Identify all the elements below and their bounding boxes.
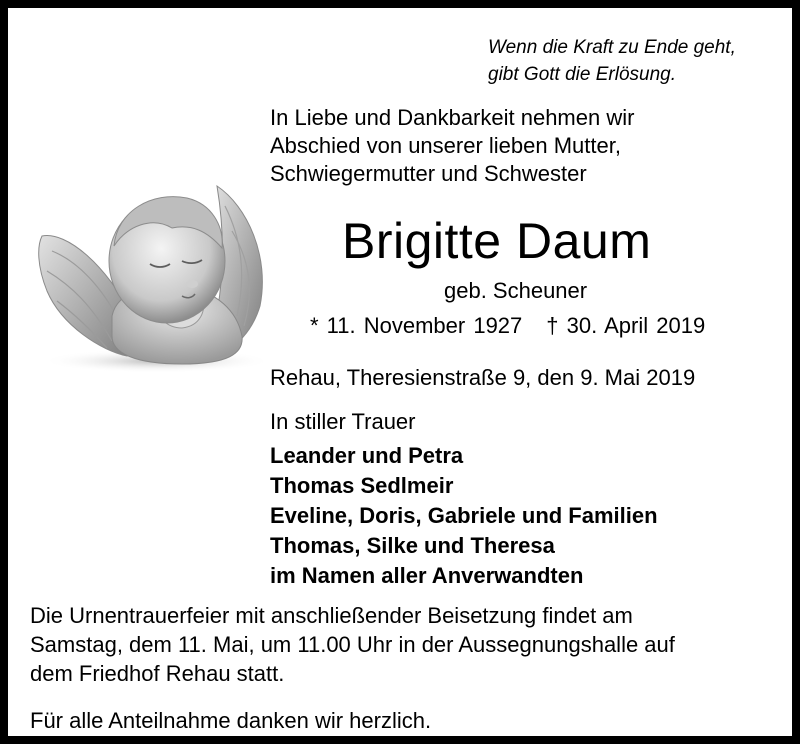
intro-line: Schwiegermutter und Schwester — [270, 161, 587, 186]
motto-quote — [488, 34, 736, 88]
ceremony-info — [30, 601, 675, 688]
deceased-name: Brigitte Daum — [342, 213, 652, 269]
mourners-list — [270, 441, 658, 591]
place-and-date: Rehau, Theresienstraße 9, den 9. Mai 2019 — [270, 365, 696, 390]
intro-text — [270, 104, 634, 188]
motto-line: Wenn die Kraft zu Ende geht, — [488, 37, 736, 58]
ceremony-line: dem Friedhof Rehau statt. — [30, 661, 285, 686]
ceremony-line: Die Urnentrauerfeier mit anschließender Beisetzung findet am — [30, 603, 633, 628]
life-dates — [310, 313, 705, 339]
angel-statue-image — [32, 176, 272, 376]
birth-date: * 11. November 1927 — [310, 313, 523, 338]
maiden-name: geb. Scheuner — [444, 278, 588, 303]
mourner-line: im Namen aller Anverwandten — [270, 563, 584, 588]
mourner-line: Eveline, Doris, Gabriele und Familien — [270, 503, 658, 528]
death-date: † 30. April 2019 — [546, 313, 706, 338]
intro-line: In Liebe und Dankbarkeit nehmen wir — [270, 105, 635, 130]
intro-line: Abschied von unserer lieben Mutter, — [270, 133, 621, 158]
mourner-line: Thomas Sedlmeir — [270, 473, 454, 498]
mourner-line: Thomas, Silke und Theresa — [270, 533, 555, 558]
motto-line: gibt Gott die Erlösung. — [488, 64, 676, 85]
ceremony-line: Samstag, dem 11. Mai, um 11.00 Uhr in der Aussegnungshalle auf — [30, 632, 675, 657]
thanks-text: Für alle Anteilnahme danken wir herzlich. — [30, 708, 432, 733]
mourning-label: In stiller Trauer — [270, 409, 416, 434]
mourner-line: Leander und Petra — [270, 443, 464, 468]
